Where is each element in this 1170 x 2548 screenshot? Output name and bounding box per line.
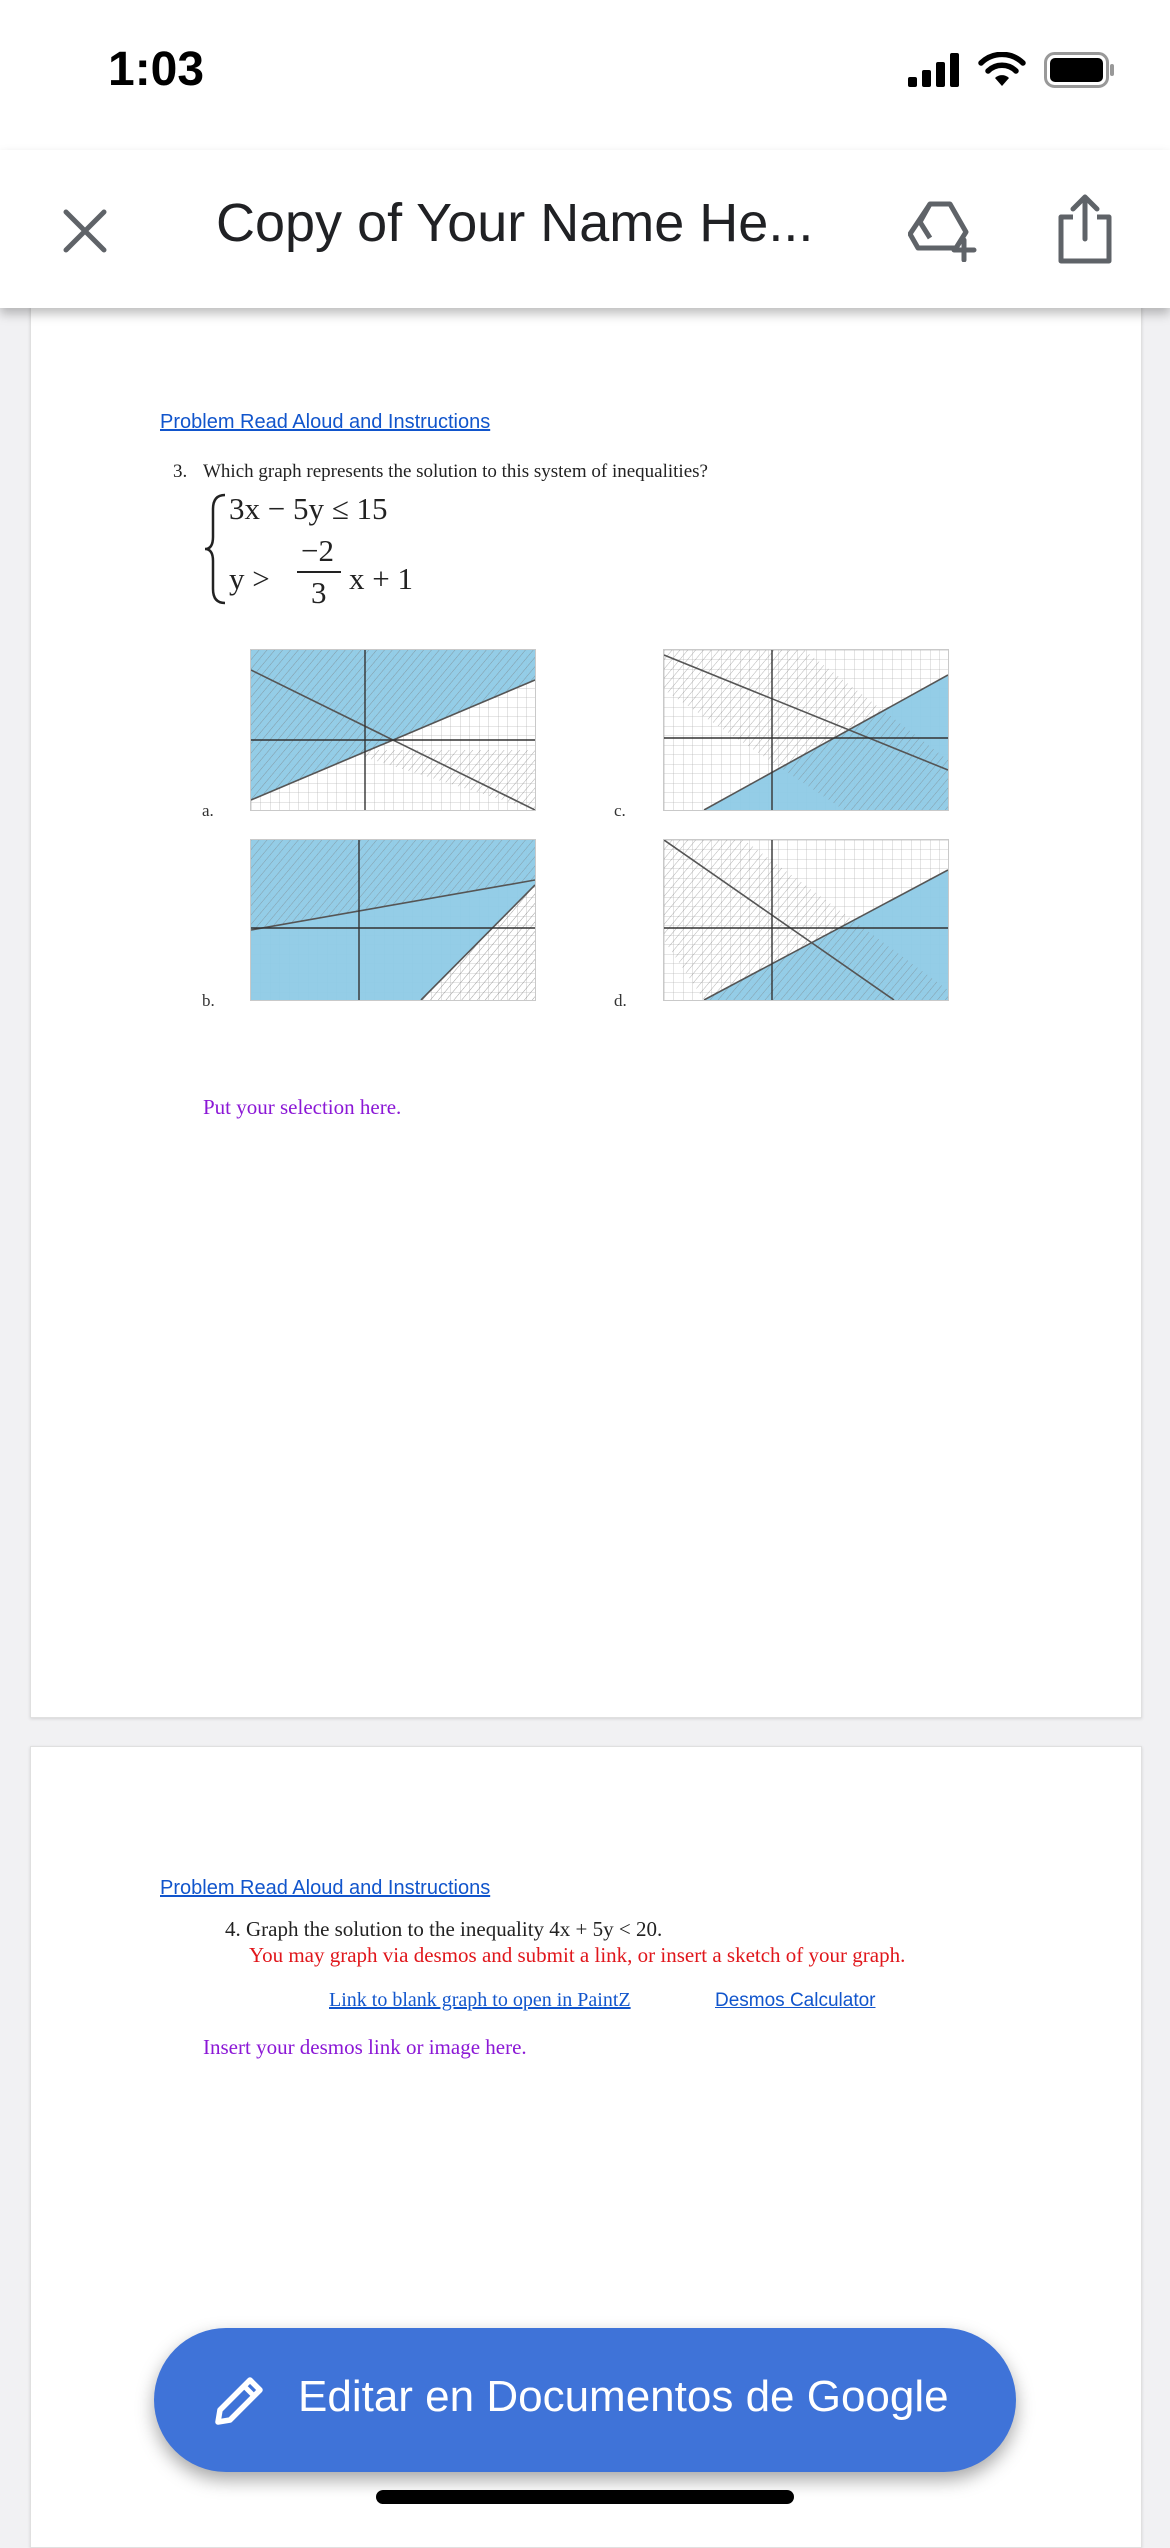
paintz-blank-graph-link[interactable]: Link to blank graph to open in PaintZ xyxy=(329,1989,631,2011)
add-to-drive-icon xyxy=(908,200,978,262)
question-4-instruction: You may graph via desmos and submit a link, or insert a sketch of your graph. xyxy=(249,1943,906,1967)
inequality-1: 3x − 5y ≤ 15 xyxy=(229,491,388,526)
option-a-label: a. xyxy=(202,801,214,820)
graph-c-svg xyxy=(664,650,948,810)
answer-prompt-q4[interactable]: Insert your desmos link or image here. xyxy=(203,2035,527,2059)
inequality-2-rhs: x + 1 xyxy=(349,561,413,596)
pencil-icon xyxy=(210,2372,268,2430)
option-d-graph[interactable] xyxy=(663,839,949,1001)
read-aloud-link-q4[interactable]: Problem Read Aloud and Instructions xyxy=(160,1877,491,1899)
document-page-1 xyxy=(30,300,1142,1718)
desmos-calculator-link[interactable]: Desmos Calculator xyxy=(715,1990,876,2011)
share-icon xyxy=(1057,193,1113,265)
system-brace xyxy=(203,491,229,607)
add-to-drive-button[interactable] xyxy=(900,188,986,274)
answer-prompt-q3[interactable]: Put your selection here. xyxy=(203,1095,402,1119)
read-aloud-link-q3[interactable]: Problem Read Aloud and Instructions xyxy=(160,411,491,433)
status-bar xyxy=(0,0,1170,150)
inequality-2-denominator: 3 xyxy=(311,575,327,610)
option-b-graph[interactable] xyxy=(250,839,536,1001)
battery-icon xyxy=(1044,52,1116,88)
graph-b-svg xyxy=(251,840,535,1000)
option-c-graph[interactable] xyxy=(663,649,949,811)
app-bar xyxy=(0,150,1170,308)
status-time: 1:03 xyxy=(108,43,205,96)
close-icon xyxy=(62,208,108,254)
cellular-signal-icon xyxy=(908,53,960,87)
home-indicator[interactable] xyxy=(376,2490,794,2504)
option-b-label: b. xyxy=(202,991,215,1010)
edit-button-label: Editar en Documentos de Google xyxy=(298,2372,949,2421)
wifi-icon xyxy=(978,52,1026,88)
close-button[interactable] xyxy=(52,198,118,264)
edit-in-google-docs-button[interactable] xyxy=(154,2328,1016,2472)
document-title: Copy of Your Name He... xyxy=(216,193,814,253)
question-text: Which graph represents the solution to this system of inequalities? xyxy=(203,461,708,482)
graph-d-svg xyxy=(664,840,948,1000)
inequality-2-lhs: y > xyxy=(229,561,270,596)
inequality-2-numerator: −2 xyxy=(301,533,334,568)
question-number: 3. xyxy=(173,461,188,482)
status-icons xyxy=(908,52,1116,88)
option-a-graph[interactable] xyxy=(250,649,536,811)
fraction-bar xyxy=(297,571,341,573)
graph-a-svg xyxy=(251,650,535,810)
question-4-text: 4. Graph the solution to the inequality 4x + 5y < 20. xyxy=(225,1917,663,1941)
share-button[interactable] xyxy=(1040,184,1130,274)
option-d-label: d. xyxy=(614,991,627,1010)
option-c-label: c. xyxy=(614,801,626,820)
